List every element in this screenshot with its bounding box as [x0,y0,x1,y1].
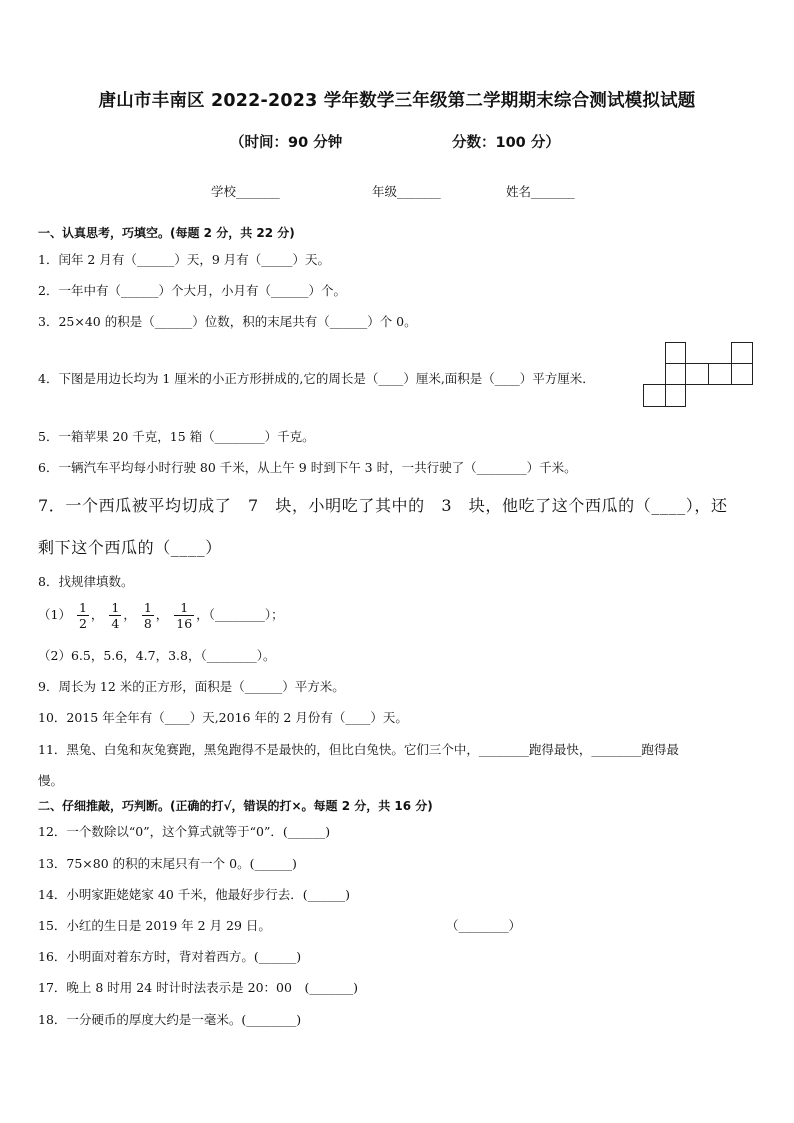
question-16: 16．小明面对着东方时，背对着西方。(______) [38,949,302,964]
question-8-part-2: （2）6.5，5.6，4.7，3.8，（________）。 [38,648,276,663]
fraction-3: $\frac{1}{8}$ [143,600,152,631]
name-field: 姓名_______ [506,184,575,199]
question-15-blank: （________） [446,918,522,933]
question-13: 13．75×80 的积的末尾只有一个 0。(______) [38,856,297,871]
exam-time: （时间：90 分钟 [230,135,343,151]
section-2-heading: 二、仔细推敲，巧判断。(正确的打√，错误的打×。每题 2 分，共 16 分) [38,799,433,813]
question-15: 15．小红的生日是 2019 年 2 月 29 日。 [38,918,271,933]
q8-1-suffix: ，（________）； [196,607,284,622]
fraction-2: $\frac{1}{4}$ [111,600,120,631]
q8-1-prefix: （1） [38,607,71,622]
question-6: 6．一辆汽车平均每小时行驶 80 千米，从上午 9 时到下午 3 时，一共行驶了（________）千米。 [38,460,577,475]
question-10: 10．2015 年全年有（____）天,2016 年的 2 月份有（____）天。 [38,710,408,725]
school-field: 学校_______ [211,184,280,199]
question-8-title: 8．找规律填数。 [38,574,134,589]
question-18: 18．一分硬币的厚度大约是一毫米。(________) [38,1012,302,1027]
question-1: 1．闰年 2 月有（______）天，9 月有（_____）天。 [38,252,331,267]
question-12: 12．一个数除以“0”，这个算式就等于“0”．(______) [38,824,331,839]
square-tiles-figure [641,342,753,408]
grade-field: 年级_______ [372,184,441,199]
question-7-line-1: 7．一个西瓜被平均切成了 7 块，小明吃了其中的 3 块，他吃了这个西瓜的（____），还 [38,496,728,515]
question-17: 17．晚上 8 时用 24 时计时法表示是 20：00 (_______) [38,980,358,995]
section-1-heading: 一、认真思考，巧填空。(每题 2 分，共 22 分) [38,226,295,240]
question-5: 5．一箱苹果 20 千克，15 箱（________）千克。 [38,429,315,444]
question-2: 2．一年中有（______）个大月，小月有（______）个。 [38,283,346,298]
fraction-4: $\frac{1}{16}$ [176,600,193,631]
question-11-line-1: 11．黑兔、白兔和灰兔赛跑，黑兔跑得不是最快的，但比白兔快。它们三个中，________跑得最快，________跑得最 [38,742,679,757]
question-14: 14．小明家距姥姥家 40 千米，他最好步行去．(______) [38,887,351,902]
question-7-line-2: 剩下这个西瓜的（____） [38,538,222,557]
exam-score: 分数：100 分） [452,135,560,151]
fraction-1: $\frac{1}{2}$ [78,600,87,631]
question-8-part-1: （1） $\frac{1}{2}$ ， $\frac{1}{4}$ ， $\frac{1}{8}$ ， $\frac{1}{16}$ ，（________）； [38,600,284,631]
question-4: 4．下图是用边长均为 1 厘米的小正方形拼成的,它的周长是（____）厘米,面积是（____）平方厘米． [38,371,595,386]
question-3: 3．25×40 的积是（______）位数，积的末尾共有（______）个 0。 [38,314,417,329]
page-title: 唐山市丰南区 2022-2023 学年数学三年级第二学期期末综合测试模拟试题 [98,91,696,111]
question-11-line-2: 慢。 [38,773,64,788]
question-9: 9．周长为 12 米的正方形，面积是（______）平方米。 [38,679,345,694]
